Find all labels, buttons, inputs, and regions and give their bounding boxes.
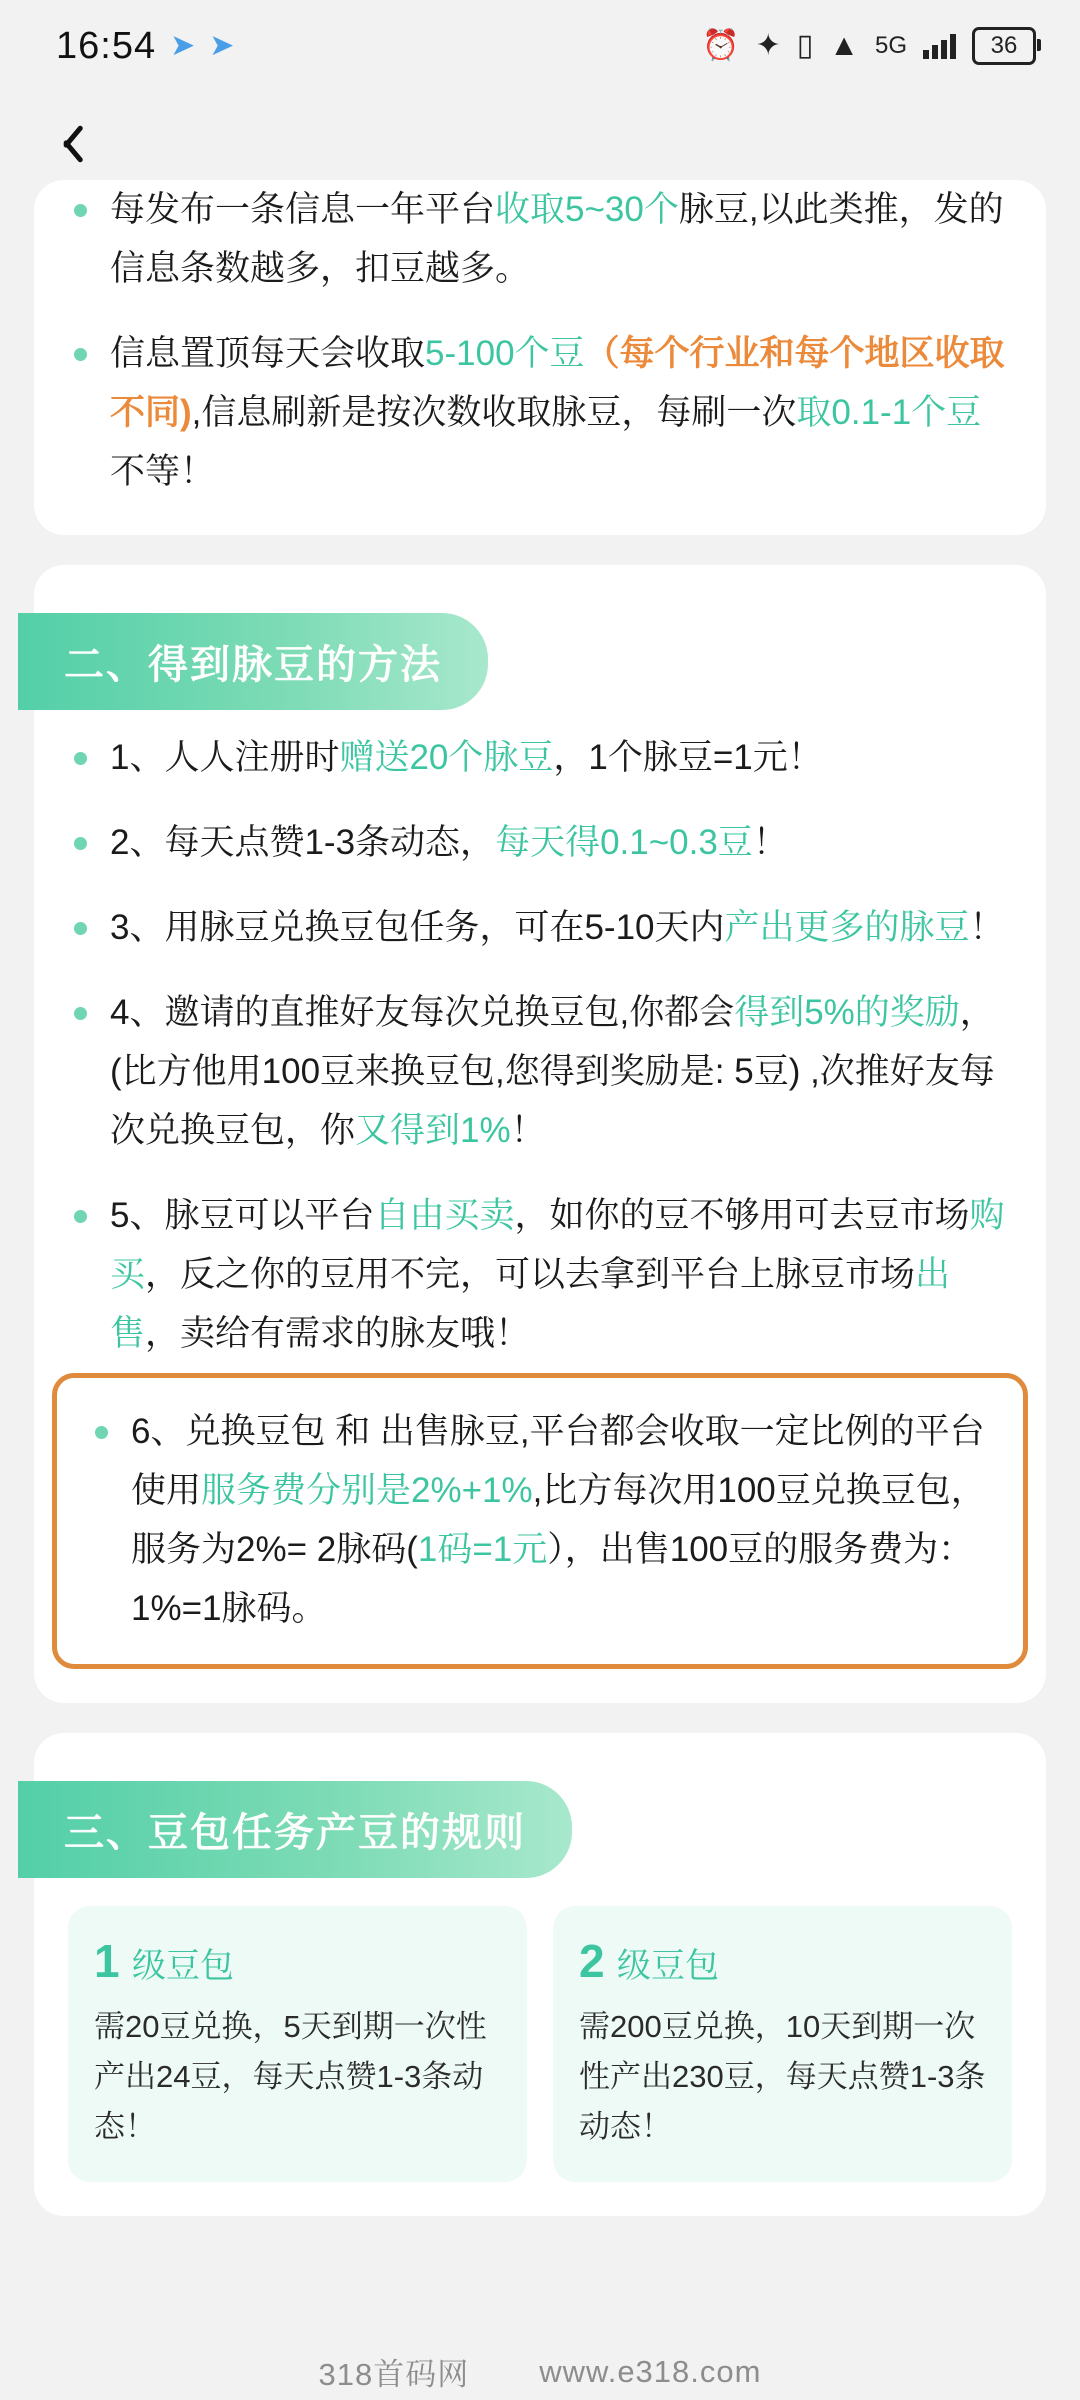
watermark [0, 2349, 1080, 2394]
vibrate-icon: ▯ [796, 29, 814, 62]
highlighted-fee-rule-box [52, 1373, 1028, 1669]
highlighted-rule-list [73, 1402, 1007, 1638]
list-item: 2、每天点赞1-3条动态，每天得0.1~0.3豆！ [68, 813, 1012, 872]
list-item: 每发布一条信息一年平台收取5~30个脉豆,以此类推，发的信息条数越多，扣豆越多。 [68, 180, 1012, 298]
rules-list-top [34, 180, 1046, 501]
bean-pack-level-card-2[interactable] [553, 1906, 1012, 2182]
status-time: 16:54 [56, 24, 157, 67]
bean-pack-level-card[interactable] [68, 1906, 527, 2182]
battery-indicator: 36 [972, 27, 1036, 65]
network-type-label: 5G [874, 32, 907, 59]
watermark-site-name: 318首码网 [318, 2357, 470, 2392]
wifi-icon: ▲ [829, 29, 859, 62]
level-number-2: 2 [579, 1935, 605, 1987]
list-item: 4、邀请的直推好友每次兑换豆包,你都会得到5%的奖励，(比方他用100豆来换豆包,您得到奖励是: 5豆) ,次推好友每次兑换豆包，你又得到1%！ [68, 983, 1012, 1160]
level-number: 1 [94, 1935, 120, 1987]
bluetooth-icon: ✦ [755, 29, 781, 62]
list-item: 3、用脉豆兑换豆包任务，可在5-10天内产出更多的脉豆！ [68, 898, 1012, 957]
content-scroll-area[interactable] [0, 180, 1080, 2216]
level-description: 需20豆兑换，5天到期一次性产出24豆，每天点赞1-3条动态！ [94, 2009, 487, 2144]
level-header-2 [579, 1934, 986, 1988]
level-header [94, 1934, 501, 1988]
status-bar-right [702, 27, 1036, 65]
earn-beans-list [34, 728, 1046, 1363]
level-label: 级豆包 [132, 1947, 235, 1985]
status-bar [0, 0, 1080, 92]
telegram-plane-icon-2: ➤ [209, 29, 235, 62]
signal-bars-icon [923, 33, 956, 59]
section-title-two: 二、得到脉豆的方法 [18, 613, 488, 710]
back-icon[interactable] [46, 117, 92, 163]
level-label-2: 级豆包 [617, 1947, 720, 1985]
alarm-icon: ⏰ [702, 29, 740, 62]
rules-card-top [34, 180, 1046, 535]
watermark-url: www.e318.com [539, 2353, 762, 2389]
bean-pack-level-grid [34, 1906, 1046, 2182]
list-item: 6、兑换豆包 和 出售脉豆,平台都会收取一定比例的平台使用服务费分别是2%+1%,比方每次用100豆兑换豆包，服务为2%= 2脉码(1码=1元），出售100豆的服务费为： 1%=1脉码。 [89, 1402, 997, 1638]
list-item: 5、脉豆可以平台自由买卖，如你的豆不够用可去豆市场购买，反之你的豆用不完，可以去拿到平台上脉豆市场出售，卖给有需求的脉友哦！ [68, 1186, 1012, 1363]
list-item: 1、人人注册时赠送20个脉豆，1个脉豆=1元！ [68, 728, 1012, 787]
list-item: 信息置顶每天会收取5-100个豆（每个行业和每个地区收取不同),信息刷新是按次数收取脉豆，每刷一次取0.1-1个豆不等！ [68, 324, 1012, 501]
section-card-earn-beans [34, 565, 1046, 1703]
navigation-bar [0, 92, 1080, 188]
status-bar-left [56, 25, 234, 68]
telegram-plane-icon: ➤ [170, 29, 196, 62]
section-card-bean-packs [34, 1733, 1046, 2216]
section-title-three: 三、豆包任务产豆的规则 [18, 1781, 572, 1878]
level-description-2: 需200豆兑换，10天到期一次性产出230豆，每天点赞1-3条动态！ [579, 2009, 986, 2144]
